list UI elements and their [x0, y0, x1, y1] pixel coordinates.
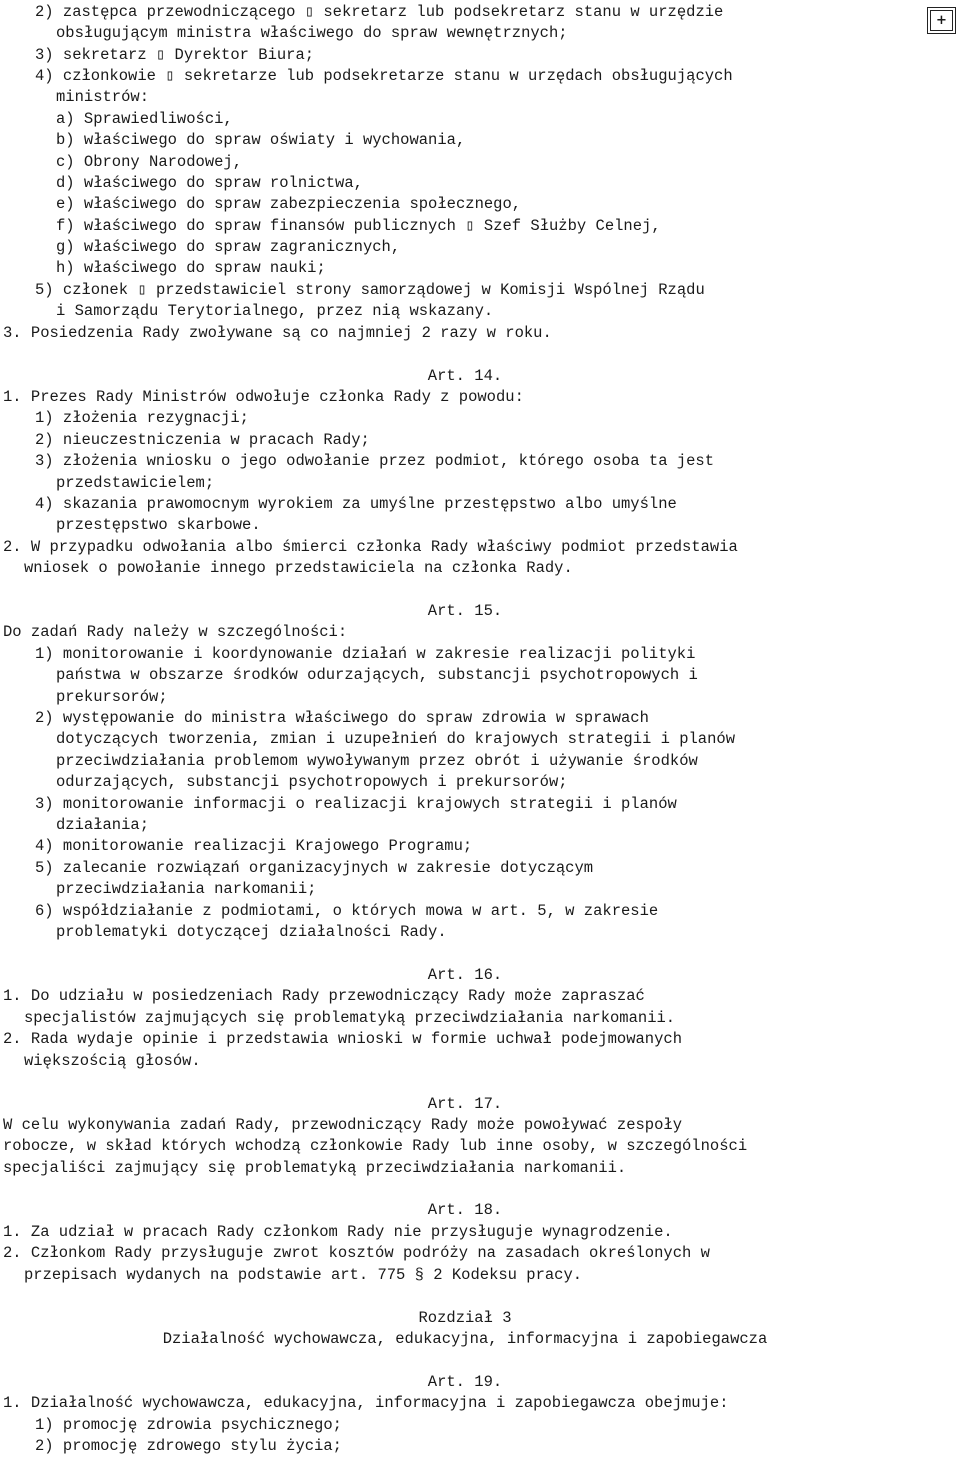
text-line: 2. Rada wydaje opinie i przedstawia wnioski w formie uchwał podejmowanych	[3, 1030, 683, 1048]
text-line: 5) zalecanie rozwiązań organizacyjnych w zakresie dotyczącym	[35, 859, 594, 877]
text-line: problematyki dotyczącej działalności Rady.	[56, 923, 447, 941]
text-line: 2. Członkom Rady przysługuje zwrot kosztów podróży na zasadach określonych w	[3, 1244, 710, 1262]
text-line: państwa w obszarze środków odurzających, substancji psychotropowych i	[56, 666, 698, 684]
text-line: większością głosów.	[24, 1052, 201, 1070]
chapter-title: Działalność wychowawcza, edukacyjna, informacyjna i zapobiegawcza	[162, 1330, 768, 1348]
article-heading: Art. 14.	[427, 367, 503, 385]
text-line: c) Obrony Narodowej,	[56, 153, 243, 171]
text-line: 4) członkowie ▯ sekretarze lub podsekretarze stanu w urzędach obsługujących	[35, 67, 733, 85]
text-line: 3) złożenia wniosku o jego odwołanie przez podmiot, którego osoba ta jest	[35, 452, 715, 470]
text-line: 1) złożenia rezygnacji;	[35, 409, 249, 427]
article-heading: Art. 15.	[427, 602, 503, 620]
text-line: 2) zastępca przewodniczącego ▯ sekretarz lub podsekretarz stanu w urzędzie	[35, 3, 724, 21]
article-heading: Art. 16.	[427, 966, 503, 984]
text-line: specjaliści zajmujący się problematyką przeciwdziałania narkomanii.	[3, 1159, 627, 1177]
text-line: 1. Za udział w pracach Rady członkom Rady nie przysługuje wynagrodzenie.	[3, 1223, 673, 1241]
text-line: 5) członek ▯ przedstawiciel strony samorządowej w Komisji Wspólnej Rządu	[35, 281, 705, 299]
text-line: h) właściwego do spraw nauki;	[56, 259, 326, 277]
text-line: przeciwdziałania problemom wywoływanym przez obrót i używanie środków	[56, 752, 698, 770]
text-line: 4) skazania prawomocnym wyrokiem za umyślne przestępstwo albo umyślne	[35, 495, 677, 513]
text-line: i Samorządu Terytorialnego, przez nią wskazany.	[56, 302, 494, 320]
text-line: f) właściwego do spraw finansów publicznych ▯ Szef Służby Celnej,	[56, 217, 661, 235]
article-heading: Art. 19.	[427, 1373, 503, 1391]
text-line: d) właściwego do spraw rolnictwa,	[56, 174, 363, 192]
text-line: 1. Prezes Rady Ministrów odwołuje członka Rady z powodu:	[3, 388, 524, 406]
text-line: 1) monitorowanie i koordynowanie działań w zakresie realizacji polityki	[35, 645, 696, 663]
plus-icon: +	[930, 10, 953, 31]
article-heading: Art. 17.	[427, 1095, 503, 1113]
text-line: obsługującym ministra właściwego do spraw wewnętrznych;	[56, 24, 568, 42]
text-line: g) właściwego do spraw zagranicznych,	[56, 238, 401, 256]
text-line: przestępstwo skarbowe.	[56, 516, 261, 534]
text-line: ministrów:	[56, 88, 150, 106]
article-heading: Art. 18.	[427, 1201, 503, 1219]
text-line: 1. Do udziału w posiedzeniach Rady przewodniczący Rady może zapraszać	[3, 987, 645, 1005]
text-line: robocze, w skład których wchodzą członkowie Rady lub inne osoby, w szczególności	[3, 1137, 748, 1155]
text-line: 2) promocję zdrowego stylu życia;	[35, 1437, 342, 1455]
text-line: Do zadań Rady należy w szczególności:	[3, 623, 348, 641]
text-line: W celu wykonywania zadań Rady, przewodniczący Rady może powoływać zespoły	[3, 1116, 683, 1134]
text-line: 1. Działalność wychowawcza, edukacyjna, informacyjna i zapobiegawcza obejmuje:	[3, 1394, 729, 1412]
text-line: 4) monitorowanie realizacji Krajowego Programu;	[35, 837, 473, 855]
text-line: 1) promocję zdrowia psychicznego;	[35, 1416, 342, 1434]
text-line: 2) występowanie do ministra właściwego do spraw zdrowia w sprawach	[35, 709, 649, 727]
text-line: specjalistów zajmujących się problematyką przeciwdziałania narkomanii.	[24, 1009, 676, 1027]
text-line: e) właściwego do spraw zabezpieczenia społecznego,	[56, 195, 522, 213]
text-line: przeciwdziałania narkomanii;	[56, 880, 317, 898]
text-line: działania;	[56, 816, 150, 834]
text-line: 2. W przypadku odwołania albo śmierci członka Rady właściwy podmiot przedstawia	[3, 538, 738, 556]
text-line: odurzających, substancji psychotropowych i prekursorów;	[56, 773, 568, 791]
expand-button[interactable]	[927, 7, 956, 34]
text-line: dotyczących tworzenia, zmian i uzupełnień do krajowych strategii i planów	[56, 730, 736, 748]
text-line: 6) współdziałanie z podmiotami, o których mowa w art. 5, w zakresie	[35, 902, 659, 920]
text-line: przepisach wydanych na podstawie art. 775 § 2 Kodeksu pracy.	[24, 1266, 583, 1284]
text-line: 2) nieuczestniczenia w pracach Rady;	[35, 431, 370, 449]
text-line: a) Sprawiedliwości,	[56, 110, 233, 128]
text-line: wniosek o powołanie innego przedstawiciela na członka Rady.	[24, 559, 573, 577]
text-line: 3) monitorowanie informacji o realizacji krajowych strategii i planów	[35, 795, 677, 813]
text-line: 3. Posiedzenia Rady zwoływane są co najmniej 2 razy w roku.	[3, 324, 552, 342]
text-line: przedstawicielem;	[56, 474, 215, 492]
text-line: b) właściwego do spraw oświaty i wychowania,	[56, 131, 466, 149]
text-line: prekursorów;	[56, 688, 168, 706]
text-line: 3) sekretarz ▯ Dyrektor Biura;	[35, 46, 315, 64]
chapter-heading: Rozdział 3	[418, 1309, 512, 1327]
